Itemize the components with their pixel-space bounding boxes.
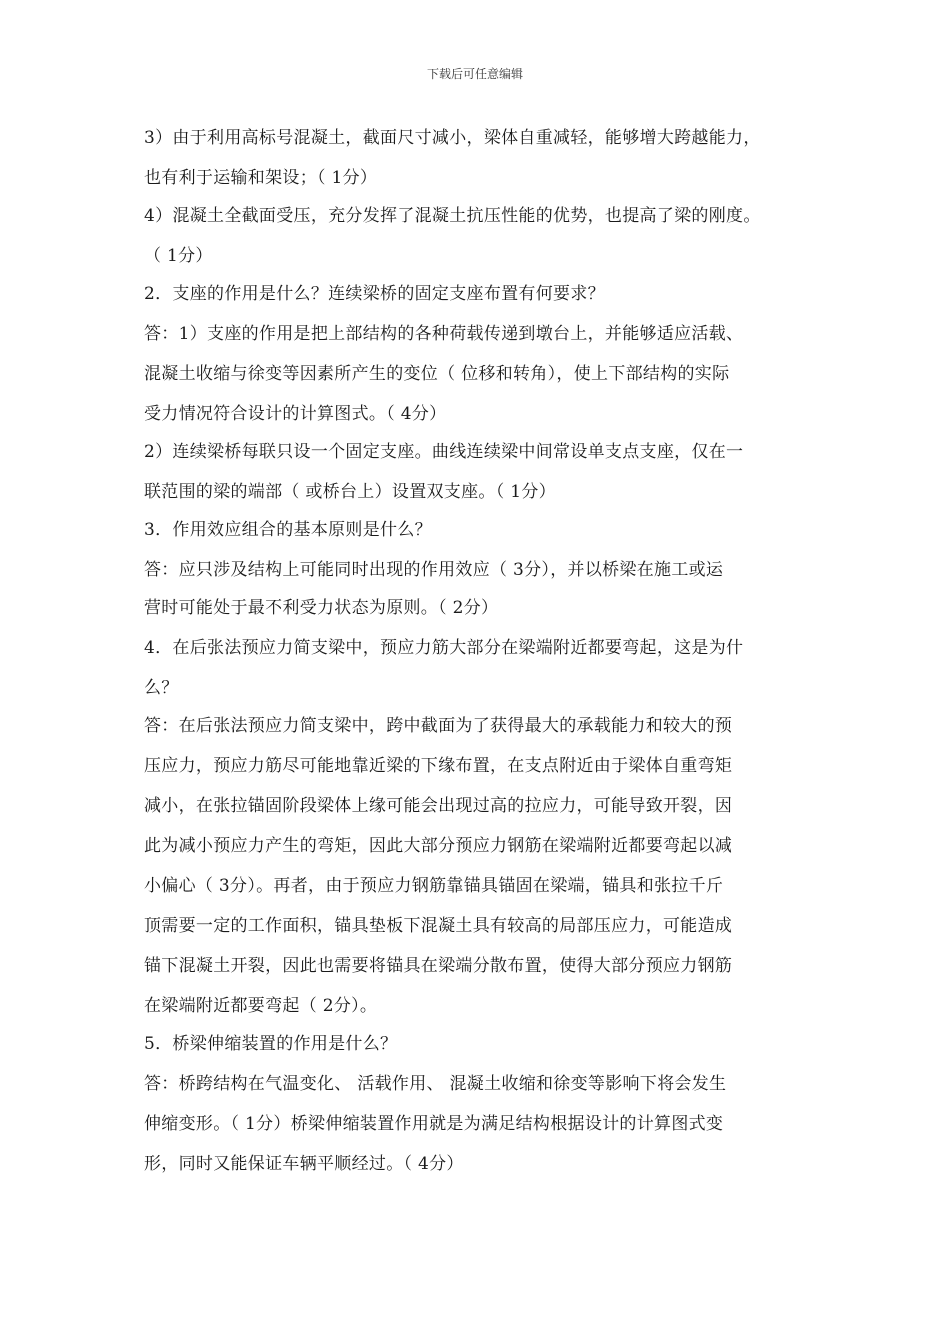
text-line: 顶需要一定的工作面积，锚具垫板下混凝土具有较高的局部压应力，可能造成 (144, 916, 733, 936)
text-line: 联范围的梁的端部（ 或桥台上）设置双支座。（ 1分） (144, 482, 556, 502)
text-line: 4）混凝土全截面受压，充分发挥了混凝土抗压性能的优势，也提高了梁的刚度。 (144, 206, 761, 226)
text-line: 营时可能处于最不利受力状态为原则。（ 2分） (144, 598, 499, 618)
question-heading: 么？ (144, 678, 179, 698)
question-heading: 5．桥梁伸缩装置的作用是什么？ (144, 1034, 398, 1054)
text-line: 形，同时又能保证车辆平顺经过。（ 4分） (144, 1154, 464, 1174)
question-heading: 3．作用效应组合的基本原则是什么？ (144, 520, 432, 540)
text-line: 也有利于运输和架设；（ 1分） (144, 168, 378, 188)
question-heading: 2．支座的作用是什么？连续梁桥的固定支座布置有何要求？ (144, 284, 605, 304)
text-line: 答：桥跨结构在气温变化、 活载作用、 混凝土收缩和徐变等影响下将会发生 (144, 1074, 727, 1094)
text-line: 受力情况符合设计的计算图式。（ 4分） (144, 404, 447, 424)
text-line: 答：应只涉及结构上可能同时出现的作用效应（ 3分），并以桥梁在施工或运 (144, 560, 724, 580)
text-line: 3）由于利用高标号混凝土，截面尺寸减小，梁体自重减轻，能够增大跨越能力， (144, 128, 761, 148)
page-header: 下载后可任意编辑 (426, 67, 523, 81)
question-heading: 4．在后张法预应力简支梁中，预应力筋大部分在梁端附近都要弯起，这是为什 (144, 638, 744, 658)
text-line: 此为减小预应力产生的弯矩，因此大部分预应力钢筋在梁端附近都要弯起以减 (144, 836, 733, 856)
text-line: 小偏心（ 3分）。再者，由于预应力钢筋靠锚具锚固在梁端，锚具和张拉千斤 (144, 876, 724, 896)
text-line: 答：在后张法预应力简支梁中，跨中截面为了获得最大的承载能力和较大的预 (144, 716, 733, 736)
text-line: 锚下混凝土开裂，因此也需要将锚具在梁端分散布置，使得大部分预应力钢筋 (144, 956, 733, 976)
text-line: 混凝土收缩与徐变等因素所产生的变位（ 位移和转角），使上下部结构的实际 (144, 364, 730, 384)
text-line: 2）连续梁桥每联只设一个固定支座。曲线连续梁中间常设单支点支座，仅在一 (144, 442, 744, 462)
text-line: 压应力，预应力筋尽可能地靠近梁的下缘布置，在支点附近由于梁体自重弯矩 (144, 756, 733, 776)
text-line: （ 1分） (144, 246, 213, 266)
text-line: 答：1）支座的作用是把上部结构的各种荷载传递到墩台上，并能够适应活载、 (144, 324, 744, 344)
text-line: 在梁端附近都要弯起（ 2分）。 (144, 996, 378, 1016)
text-line: 减小，在张拉锚固阶段梁体上缘可能会出现过高的拉应力，可能导致开裂，因 (144, 796, 733, 816)
text-line: 伸缩变形。（ 1分）桥梁伸缩装置作用就是为满足结构根据设计的计算图式变 (144, 1114, 724, 1134)
